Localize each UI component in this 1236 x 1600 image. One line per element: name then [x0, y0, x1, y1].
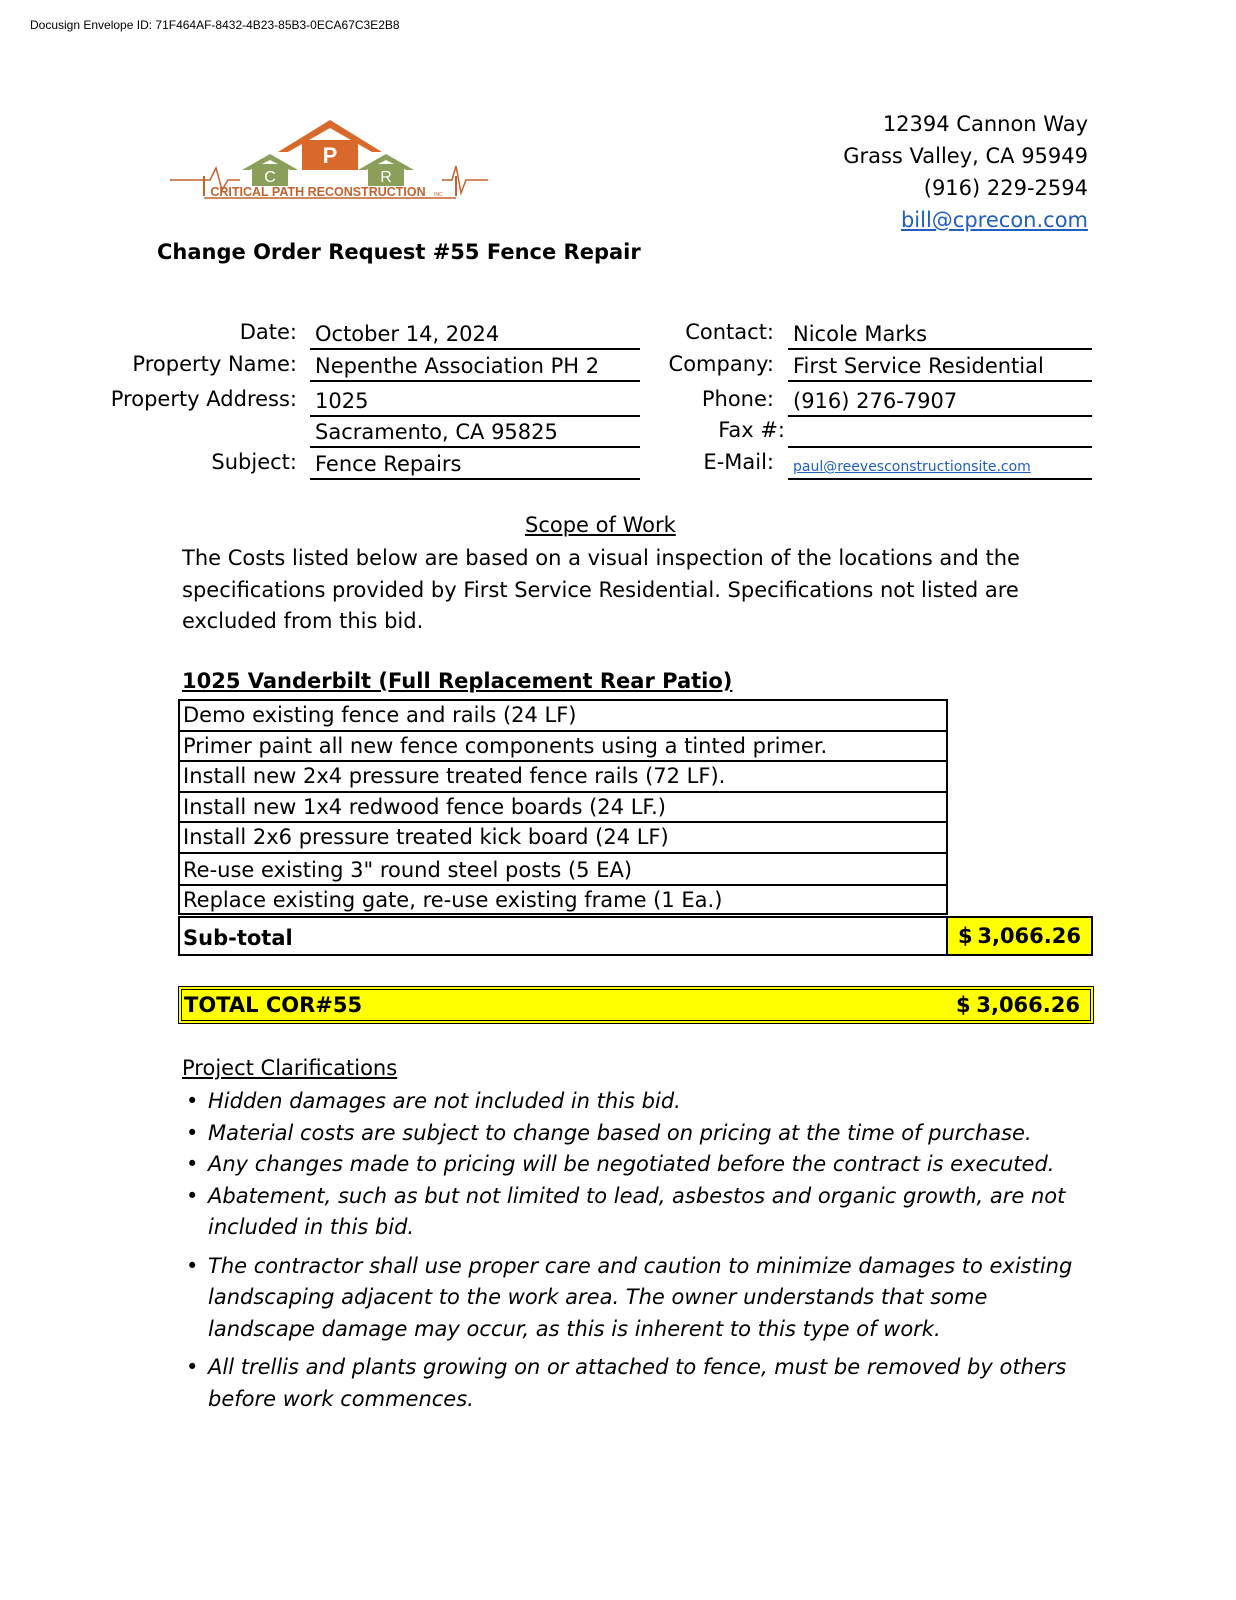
subtotal-value: 3,066.26: [977, 924, 1081, 948]
clarification-item: • Material costs are subject to change based on pricing at the time of purchase.: [182, 1118, 1092, 1150]
total-value: 3,066.26: [976, 993, 1080, 1017]
subtotal-amount: [948, 918, 1091, 954]
total-row: [178, 986, 1094, 1024]
phone-value: (916) 276-7907: [788, 387, 1092, 417]
fax-label: Fax #:: [718, 418, 785, 442]
logo-graphic: [170, 118, 490, 208]
item-row: Install 2x6 pressure treated kick board (24 LF): [178, 821, 948, 852]
company-phone: (916) 229-2594: [923, 176, 1088, 200]
scope-title: Scope of Work: [525, 513, 676, 537]
item-row: Demo existing fence and rails (24 LF): [178, 699, 948, 730]
items-table: [178, 699, 948, 915]
contact-label: Contact:: [685, 320, 774, 344]
clarification-item: • Abatement, such as but not limited to lead, asbestos and organic growth, are not included in this bid.: [182, 1181, 1092, 1244]
total-amount: [950, 993, 1090, 1017]
company-label: Company:: [668, 352, 774, 376]
phone-label: Phone:: [701, 387, 774, 411]
clarification-item: • All trellis and plants growing on or attached to fence, must be removed by others before work commences.: [182, 1352, 1092, 1415]
logo-suffix: INC: [434, 192, 443, 198]
company-value: First Service Residential: [788, 352, 1092, 382]
property-name-value: Nepenthe Association PH 2: [310, 352, 640, 382]
email-label: E-Mail:: [703, 450, 774, 474]
email-value: [788, 450, 1092, 480]
contact-email-link[interactable]: paul@reevesconstructionsite.com: [793, 459, 1031, 475]
scope-text: The Costs listed below are based on a visual inspection of the locations and the specifications provided by First Service Residential. Specifications not listed are excluded from this bid.: [182, 546, 1020, 633]
logo-letter-p: P: [322, 143, 338, 168]
company-logo: [170, 118, 490, 208]
property-address-line1: 1025: [310, 387, 640, 417]
total-currency: $: [956, 993, 971, 1017]
item-row: Install new 1x4 redwood fence boards (24 LF.): [178, 791, 948, 822]
clarification-item: • Any changes made to pricing will be negotiated before the contract is executed.: [182, 1149, 1092, 1181]
subject-label: Subject:: [211, 450, 297, 474]
company-address-block: [843, 108, 1088, 236]
property-name-label: Property Name:: [132, 352, 297, 376]
docusign-envelope-id: Docusign Envelope ID: 71F464AF-8432-4B23-85B3-0ECA67C3E2B8: [30, 18, 400, 32]
date-value: October 14, 2024: [310, 320, 640, 350]
property-address-line2: Sacramento, CA 95825: [310, 418, 640, 448]
item-row: Replace existing gate, re-use existing frame (1 Ea.): [178, 884, 948, 915]
subject-value: Fence Repairs: [310, 450, 640, 480]
company-street: 12394 Cannon Way: [882, 112, 1088, 136]
company-city: Grass Valley, CA 95949: [843, 144, 1088, 168]
section-heading: 1025 Vanderbilt (Full Replacement Rear Patio): [182, 669, 733, 693]
clarifications-list: [182, 1086, 1092, 1415]
subtotal-row: [178, 916, 1093, 956]
logo-letter-c: C: [264, 169, 276, 186]
property-address-label: Property Address:: [110, 387, 297, 411]
clarifications-title: Project Clarifications: [182, 1056, 398, 1080]
logo-letter-r: R: [380, 169, 392, 186]
subtotal-currency: $: [958, 924, 973, 948]
subtotal-label: Sub-total: [180, 918, 948, 954]
document-title: Change Order Request #55 Fence Repair: [157, 240, 641, 264]
item-row: Install new 2x4 pressure treated fence rails (72 LF).: [178, 760, 948, 791]
item-row: Primer paint all new fence components using a tinted primer.: [178, 730, 948, 761]
fax-value: [788, 418, 1092, 448]
logo-company-name: CRITICAL PATH RECONSTRUCTION: [210, 185, 426, 199]
clarification-item: • Hidden damages are not included in this bid.: [182, 1086, 1092, 1118]
item-row: Re-use existing 3" round steel posts (5 EA): [178, 852, 948, 884]
clarification-item: • The contractor shall use proper care and caution to minimize damages to existing landscaping adjacent to the work area. The owner understands that some landscape damage may occur, as this is inherent to this type of work.: [182, 1251, 1092, 1346]
company-email-link[interactable]: bill@cprecon.com: [900, 208, 1088, 232]
total-label: TOTAL COR#55: [184, 993, 363, 1017]
date-label: Date:: [239, 320, 297, 344]
contact-value: Nicole Marks: [788, 320, 1092, 350]
